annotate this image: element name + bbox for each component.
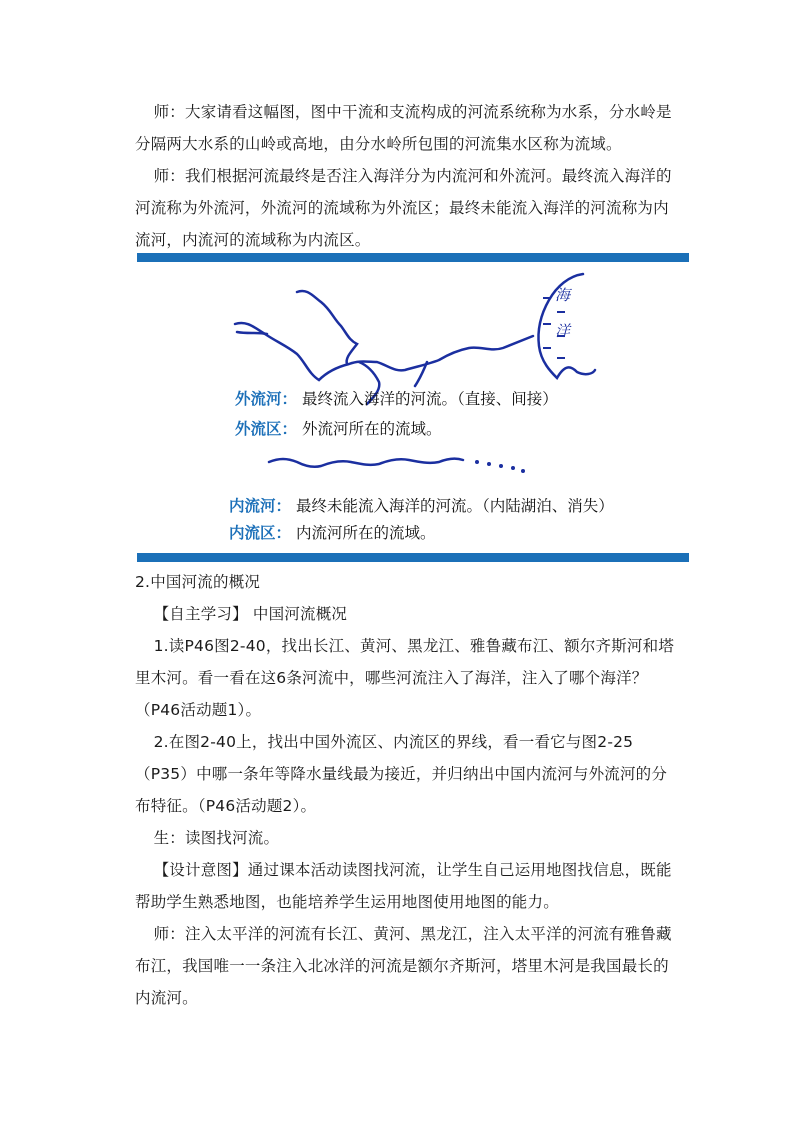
inland-river-dots <box>475 460 525 473</box>
outflow-river-term: 外流河： <box>235 390 298 408</box>
tributary-upper <box>297 291 357 364</box>
paragraph-watershed: 师：大家请看这幅图，图中干流和支流构成的河流系统称为水系，分水岭是分隔两大水系的山岭或高地，由分水岭所包围的河流集水区称为流域。 <box>135 103 672 153</box>
inland-river-text: 最终未能流入海洋的河流。（内陆湖泊、消失） <box>295 497 614 515</box>
outflow-area-term: 外流区： <box>235 420 298 438</box>
main-river-path <box>235 323 533 380</box>
sea-label-yang: 洋 <box>555 322 571 340</box>
inland-river-path <box>269 459 463 467</box>
teacher-answer: 师：注入太平洋的河流有长江、黄河、黑龙江，注入太平洋的河流有雅鲁藏布江，我国唯一一条注入北冰洋的河流是额尔齐斯河，塔里木河是我国最长的内流河。 <box>135 925 672 1007</box>
inland-area-term: 内流区： <box>229 524 292 542</box>
paragraph-inland-outflow: 师：我们根据河流最终是否注入海洋分为内流河和外流河。最终流入海洋的河流称为外流河，外流河的流域称为外流区；最终未能流入海洋的河流称为内流河，内流河的流域称为内流区。 <box>135 167 672 249</box>
outflow-area-text: 外流河所在的流域。 <box>301 420 442 438</box>
outflow-river-text: 最终流入海洋的河流。（直接、间接） <box>301 390 558 408</box>
figure-bottom-bar <box>137 553 689 562</box>
inland-river-term: 内流河： <box>229 497 292 515</box>
design-intent: 【设计意图】通过课本活动读图找河流，让学生自己运用地图找信息，既能帮助学生熟悉地图，也能培养学生运用地图使用地图的能力。 <box>135 861 672 911</box>
figure-top-bar <box>137 253 689 262</box>
section-heading: 2.中国河流的概况 <box>135 573 261 591</box>
sea-label-hai: 海 <box>555 286 571 304</box>
question-1: 1.读P46图2-40，找出长江、黄河、黑龙江、雅鲁藏布江、额尔齐斯河和塔里木河。看一看在这6条河流中，哪些河流注入了海洋，注入了哪个海洋？（P46活动题1）。 <box>135 637 675 719</box>
self-study-heading: 【自主学习】 中国河流概况 <box>153 605 348 623</box>
inland-river-definition <box>229 495 614 517</box>
inland-area-definition <box>229 522 435 544</box>
river-diagram <box>137 262 689 552</box>
outflow-area-definition <box>235 418 441 440</box>
tributary-left <box>237 332 267 334</box>
question-2: 2.在图2-40上，找出中国外流区、内流区的界线，看一看它与图2-25（P35）中哪一条年等降水量线最为接近，并归纳出中国内流河与外流河的分布特征。（P46活动题2）。 <box>135 733 668 815</box>
outflow-river-definition <box>235 388 558 410</box>
student-reply: 生：读图找河流。 <box>153 829 280 847</box>
inland-area-text: 内流河所在的流域。 <box>295 524 436 542</box>
